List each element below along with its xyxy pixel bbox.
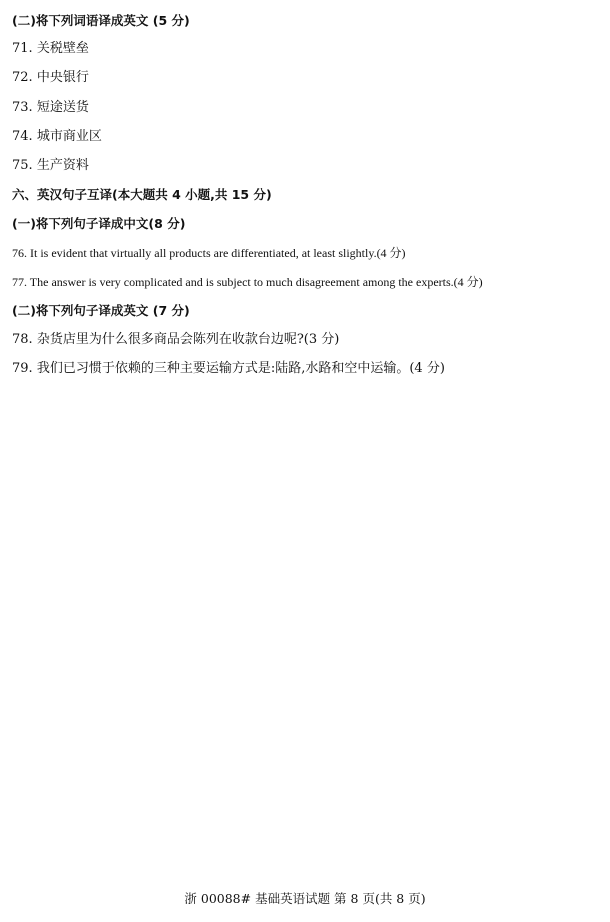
question-number: 77.	[12, 275, 27, 289]
question-text: 杂货店里为什么很多商品会陈列在收款台边呢?(3 分)	[36, 332, 340, 347]
question-number: 71.	[12, 41, 33, 56]
page-footer: 浙 00088# 基础英语试题 第 8 页(共 8 页)	[184, 891, 426, 906]
question-76	[12, 244, 600, 262]
question-text: 短途送货	[36, 100, 89, 115]
section-six-heading: 六、英汉句子互译(本大题共 4 小题,共 15 分)	[12, 187, 272, 202]
question-text: 关税壁垒	[36, 41, 89, 56]
question-number: 74.	[12, 129, 33, 144]
question-number: 72.	[12, 70, 33, 85]
question-79	[12, 360, 600, 378]
question-number: 73.	[12, 100, 33, 115]
part-a-heading: (一)将下列句子译成中文(8 分)	[12, 216, 186, 231]
question-number: 79.	[12, 361, 33, 376]
part-b-heading: (二)将下列句子译成英文 (7 分)	[12, 303, 190, 318]
question-75	[12, 157, 600, 175]
question-text: 城市商业区	[36, 129, 102, 144]
question-number: 75.	[12, 158, 33, 173]
question-71	[12, 40, 600, 58]
question-78	[12, 331, 600, 349]
question-73	[12, 99, 600, 117]
question-text: It is evident that virtually all products are differentiated, at least slightly.(4 分)	[30, 246, 406, 260]
question-72	[12, 69, 600, 87]
question-77	[12, 273, 600, 291]
question-text: 生产资料	[36, 158, 89, 173]
section-heading-words: (二)将下列词语译成英文 (5 分)	[12, 13, 190, 28]
question-text: The answer is very complicated and is subject to much disagreement among the experts.(4 分)	[29, 275, 483, 289]
question-number: 78.	[12, 332, 33, 347]
question-74	[12, 128, 600, 146]
question-text: 我们已习惯于依赖的三种主要运输方式是:陆路,水路和空中运输。(4 分)	[36, 361, 445, 376]
question-number: 76.	[12, 246, 27, 260]
question-text: 中央银行	[36, 70, 89, 85]
